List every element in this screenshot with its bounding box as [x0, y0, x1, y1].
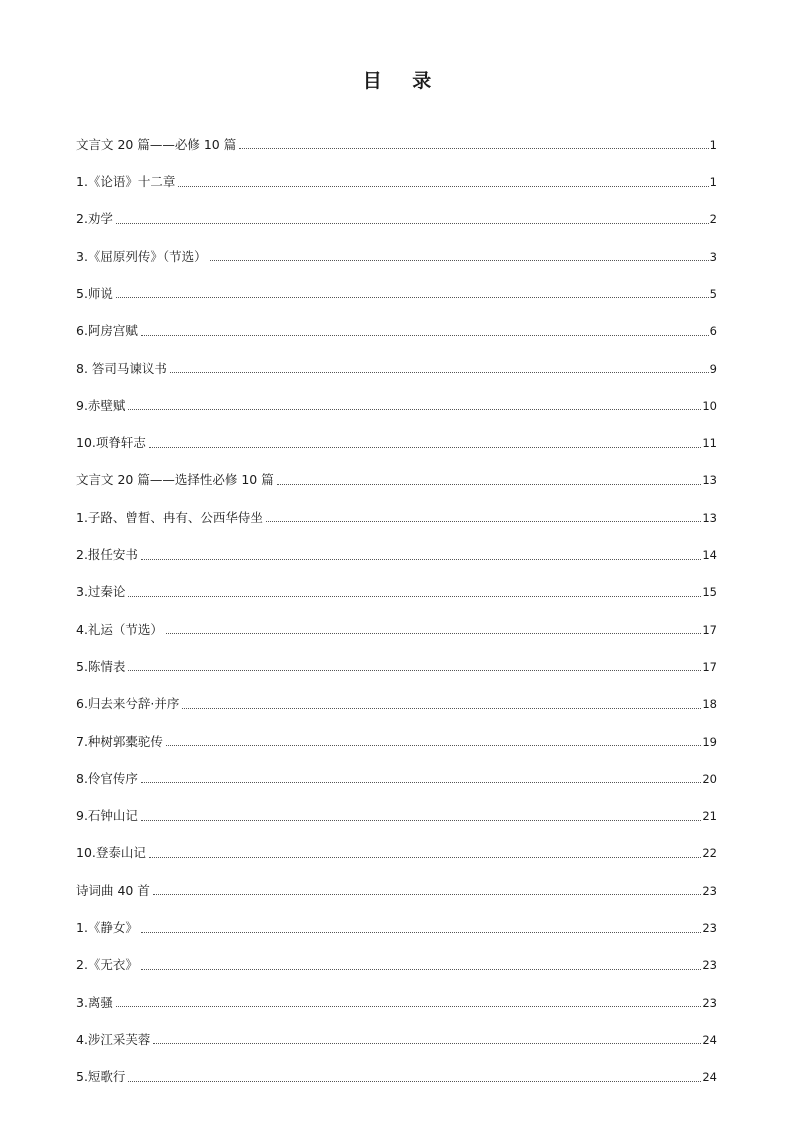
toc-entry[interactable]: [76, 487, 717, 524]
toc-entry[interactable]: [76, 114, 717, 151]
toc-entry-title[interactable]: 2.《无衣》: [76, 957, 138, 973]
toc-entry-page-number[interactable]: 2: [709, 212, 717, 227]
toc-entry-page-number[interactable]: 14: [702, 548, 717, 563]
toc-entry[interactable]: [76, 935, 717, 972]
toc-entry-page-number[interactable]: 22: [702, 846, 717, 861]
toc-entry-page-number[interactable]: 17: [702, 659, 717, 674]
dot-leader: [149, 447, 701, 448]
dot-leader: [170, 372, 709, 373]
toc-entry-title[interactable]: 1.《静女》: [76, 920, 138, 936]
toc-entry[interactable]: [76, 860, 717, 897]
toc-entry-page-number[interactable]: 23: [702, 995, 717, 1010]
toc-entry-title[interactable]: 5.短歌行: [76, 1069, 126, 1085]
toc-entry-title[interactable]: 4.礼运（节选）: [76, 621, 163, 637]
dot-leader: [116, 223, 709, 224]
toc-title: 目 录: [362, 70, 444, 92]
toc-entry-page-number[interactable]: 9: [709, 361, 717, 376]
toc-entry-page-number[interactable]: 1: [709, 175, 717, 190]
toc-entry-page-number[interactable]: 24: [702, 1032, 717, 1047]
toc-entry-title[interactable]: 6.阿房宫赋: [76, 323, 138, 339]
toc-entry-title[interactable]: 2.报任安书: [76, 547, 138, 563]
dot-leader: [239, 148, 708, 149]
toc-entry[interactable]: [76, 300, 717, 337]
toc-entry[interactable]: [76, 636, 717, 673]
toc-entry-page-number[interactable]: 21: [702, 809, 717, 824]
toc-entry[interactable]: [76, 823, 717, 860]
toc-entry[interactable]: [76, 375, 717, 412]
toc-entry-title[interactable]: 1.《论语》十二章: [76, 174, 176, 190]
toc-entry[interactable]: [76, 189, 717, 226]
toc-entry-title[interactable]: 2.劝学: [76, 211, 113, 227]
toc-entry[interactable]: [76, 711, 717, 748]
dot-leader: [153, 1043, 701, 1044]
dot-leader: [149, 857, 701, 858]
toc-entry-page-number[interactable]: 20: [702, 771, 717, 786]
toc-entry-title[interactable]: 9.石钟山记: [76, 808, 138, 824]
toc-entry[interactable]: [76, 897, 717, 934]
dot-leader: [178, 186, 708, 187]
toc-entry[interactable]: [76, 562, 717, 599]
toc-entry-title[interactable]: 文言文 20 篇——选择性必修 10 篇: [76, 472, 274, 488]
toc-entry-title[interactable]: 1.子路、曾皙、冉有、公西华侍坐: [76, 509, 263, 525]
toc-entry-page-number[interactable]: 1: [709, 137, 717, 152]
dot-leader: [116, 1006, 701, 1007]
toc-entry-page-number[interactable]: 24: [702, 1070, 717, 1085]
toc-entry-page-number[interactable]: 17: [702, 622, 717, 637]
dot-leader: [128, 670, 701, 671]
toc-entry-title[interactable]: 9.赤壁赋: [76, 397, 126, 413]
dot-leader: [166, 745, 701, 746]
toc-entry[interactable]: [76, 599, 717, 636]
toc-entry-page-number[interactable]: 13: [702, 510, 717, 525]
toc-entry-title[interactable]: 3.过秦论: [76, 584, 126, 600]
toc-entry-title[interactable]: 文言文 20 篇——必修 10 篇: [76, 136, 237, 152]
toc-entry[interactable]: [76, 263, 717, 300]
toc-list: [76, 114, 717, 1084]
toc-entry-title[interactable]: 8.伶官传序: [76, 770, 138, 786]
toc-entry[interactable]: [76, 673, 717, 710]
dot-leader: [128, 596, 701, 597]
toc-entry[interactable]: [76, 412, 717, 449]
toc-entry-title[interactable]: 6.归去来兮辞·并序: [76, 696, 180, 712]
dot-leader: [166, 633, 701, 634]
toc-entry[interactable]: [76, 338, 717, 375]
toc-entry[interactable]: [76, 972, 717, 1009]
dot-leader: [128, 409, 701, 410]
toc-entry[interactable]: [76, 785, 717, 822]
toc-entry-page-number[interactable]: 18: [702, 697, 717, 712]
toc-entry[interactable]: [76, 151, 717, 188]
dot-leader: [153, 894, 702, 895]
dot-leader: [141, 820, 701, 821]
toc-entry-page-number[interactable]: 23: [702, 958, 717, 973]
toc-entry-page-number[interactable]: 5: [709, 286, 717, 301]
toc-entry-title[interactable]: 10.登泰山记: [76, 845, 146, 861]
toc-entry[interactable]: [76, 1009, 717, 1046]
toc-entry-page-number[interactable]: 11: [702, 436, 717, 451]
dot-leader: [116, 297, 709, 298]
dot-leader: [128, 1081, 701, 1082]
toc-entry[interactable]: [76, 226, 717, 263]
dot-leader: [141, 559, 701, 560]
toc-entry[interactable]: [76, 450, 717, 487]
dot-leader: [182, 708, 701, 709]
toc-entry-page-number[interactable]: 23: [702, 921, 717, 936]
dot-leader: [210, 260, 709, 261]
toc-entry-title[interactable]: 4.涉江采芙蓉: [76, 1031, 151, 1047]
toc-entry-page-number[interactable]: 19: [702, 734, 717, 749]
toc-entry-page-number[interactable]: 15: [702, 585, 717, 600]
toc-entry-title[interactable]: 5.陈情表: [76, 658, 126, 674]
toc-entry-title[interactable]: 3.《屈原列传》（节选）: [76, 248, 207, 264]
toc-entry-title[interactable]: 3.离骚: [76, 994, 113, 1010]
toc-entry-title[interactable]: 诗词曲 40 首: [76, 882, 150, 898]
toc-entry[interactable]: [76, 524, 717, 561]
toc-entry-page-number[interactable]: 3: [709, 249, 717, 264]
dot-leader: [277, 484, 702, 485]
toc-entry[interactable]: [76, 748, 717, 785]
toc-entry-page-number[interactable]: 10: [702, 398, 717, 413]
toc-entry-title[interactable]: 8. 答司马谏议书: [76, 360, 167, 376]
toc-entry-title[interactable]: 5.师说: [76, 285, 113, 301]
dot-leader: [141, 932, 701, 933]
dot-leader: [266, 521, 701, 522]
toc-entry-title[interactable]: 10.项脊轩志: [76, 435, 146, 451]
dot-leader: [141, 969, 701, 970]
toc-entry-page-number[interactable]: 23: [702, 883, 717, 898]
toc-entry-page-number[interactable]: 6: [709, 324, 717, 339]
toc-entry[interactable]: [76, 1046, 717, 1083]
dot-leader: [141, 335, 709, 336]
dot-leader: [141, 782, 701, 783]
toc-entry-title[interactable]: 7.种树郭橐驼传: [76, 733, 163, 749]
toc-entry-page-number[interactable]: 13: [702, 473, 717, 488]
